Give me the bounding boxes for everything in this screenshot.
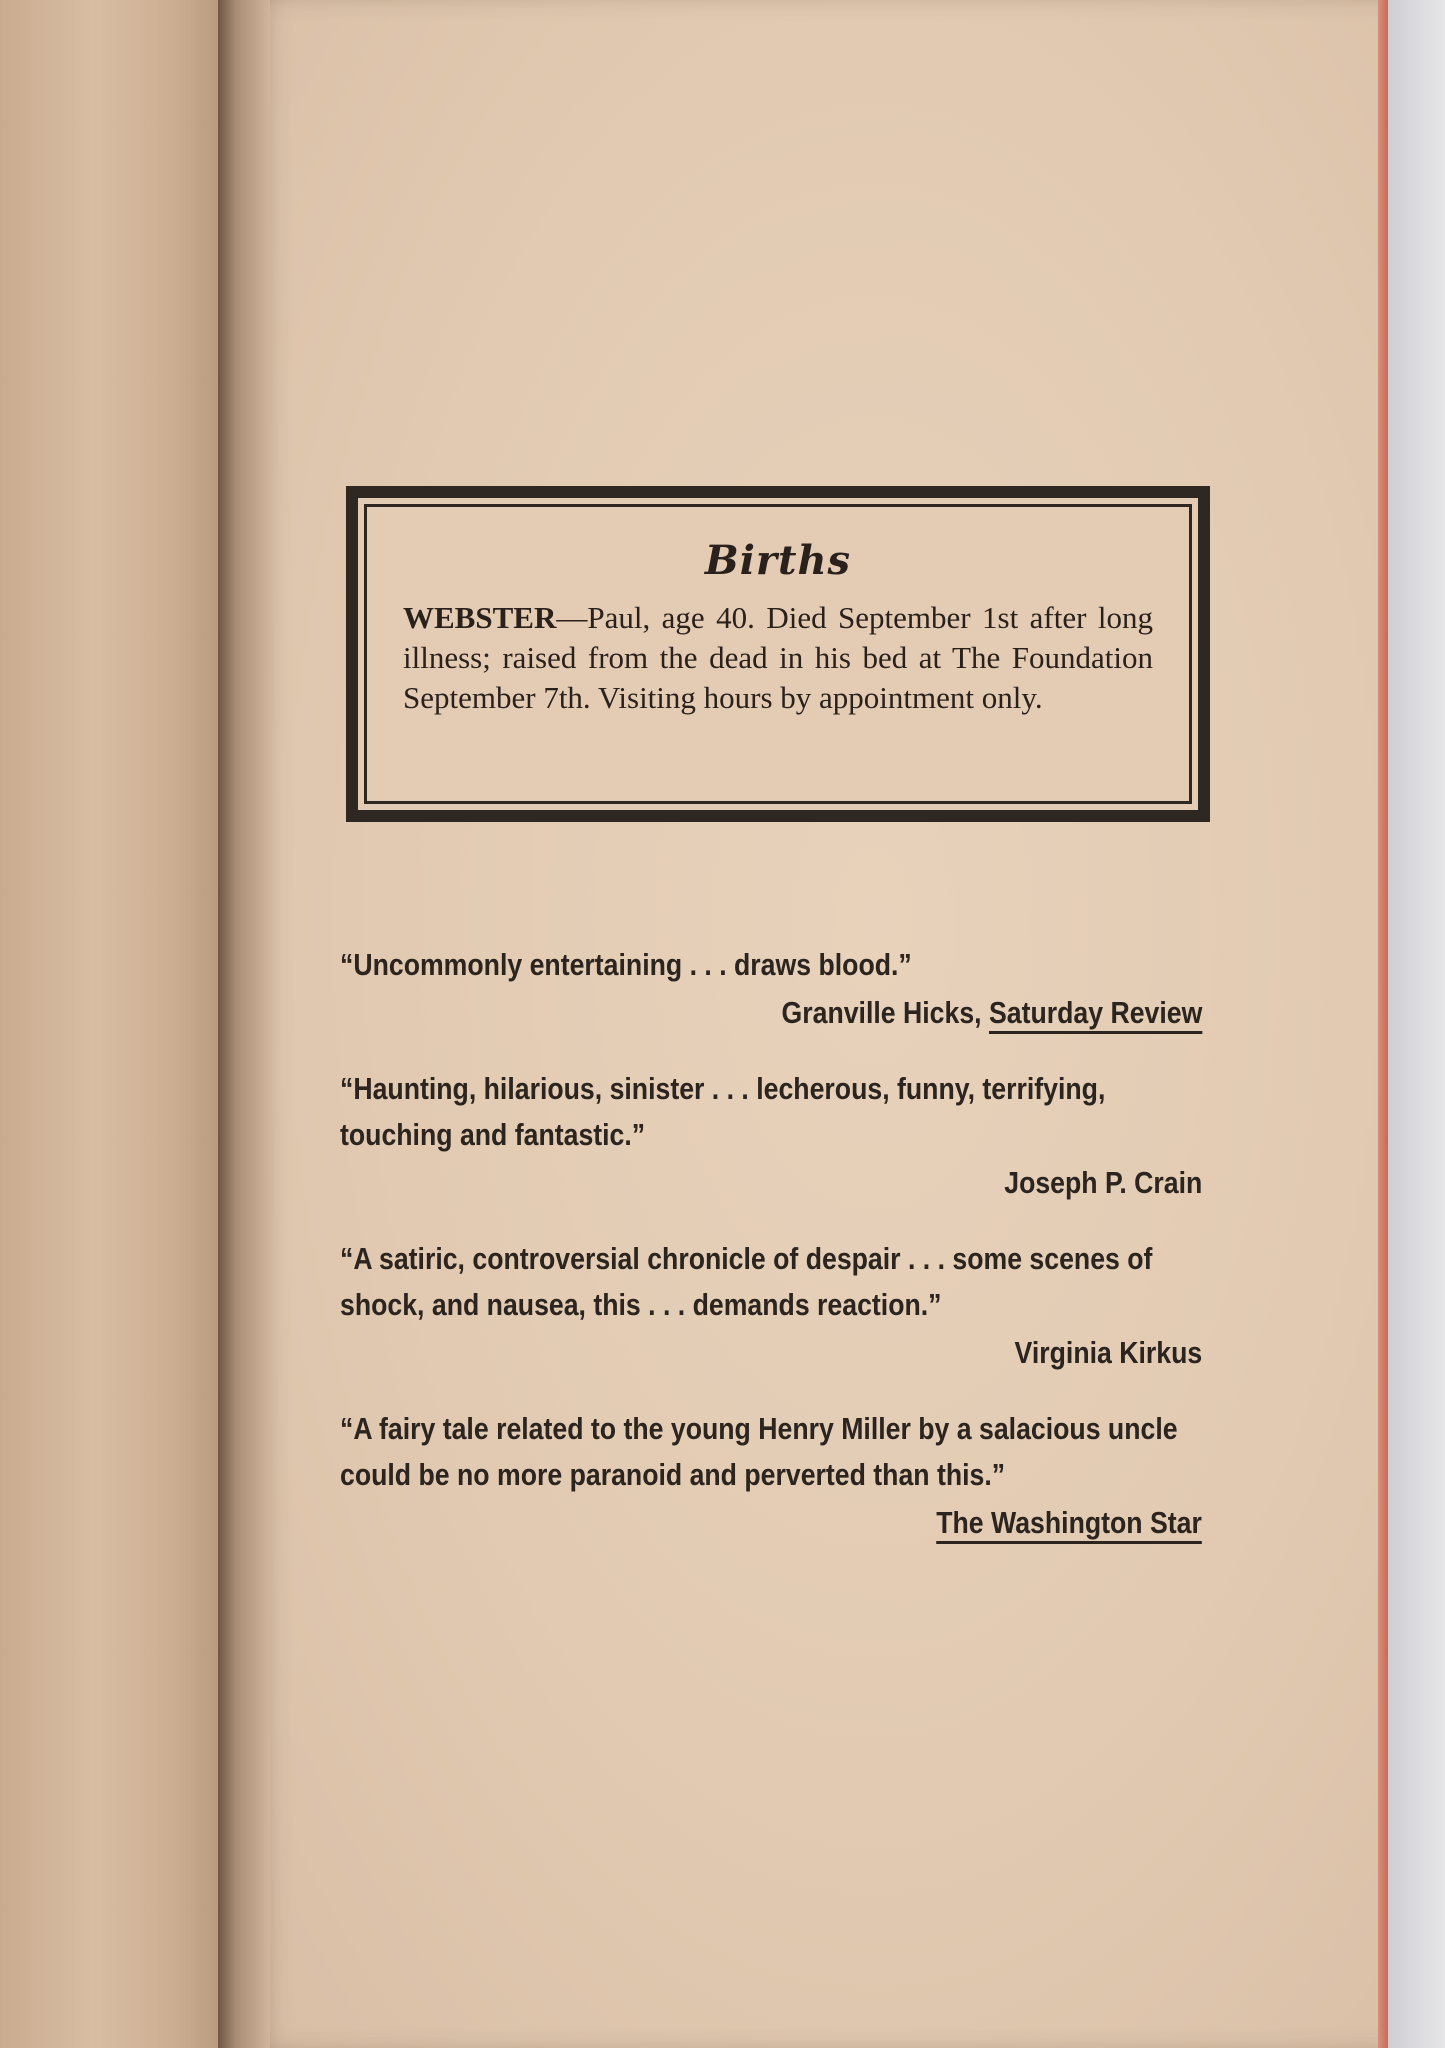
notice-name: WEBSTER [403,600,557,635]
book-gutter [218,0,270,2048]
blurb-source: Saturday Review [988,995,1202,1030]
blurb-source: The Washington Star [936,1505,1202,1540]
page-edge [1378,0,1388,2048]
blurb-quote: “A fairy tale related to the young Henry Miller by a salacious uncle could be no more paranoid and perverted than this.” [340,1411,1178,1492]
blurb-quote: “Uncommonly entertaining . . . draws blood.” [340,947,912,982]
births-notice-box [346,486,1210,822]
blurb [340,1066,1202,1208]
notice-title: Births [704,537,852,584]
blurb [340,1406,1202,1548]
blurb [340,942,1202,1038]
blurb-author: Granville Hicks, [781,995,989,1030]
blurb-attribution [340,988,1202,1038]
backdrop [1388,0,1445,2048]
notice-text [403,598,1153,718]
review-blurbs [340,942,1202,1576]
blurb-attribution [340,1158,1202,1208]
blurb-author: Virginia Kirkus [1014,1335,1202,1370]
blurb-attribution [340,1498,1202,1548]
left-page [0,0,232,2048]
blurb-quote: “Haunting, hilarious, sinister . . . lecherous, funny, terrifying, touching and fantastic.” [340,1071,1106,1152]
births-notice-inner [364,504,1192,804]
blurb-quote: “A satiric, controversial chronicle of despair . . . some scenes of shock, and nausea, this . . . demands reaction.” [340,1241,1153,1322]
blurb-author: Joseph P. Crain [1003,1165,1202,1200]
blurb [340,1236,1202,1378]
notice-body: —Paul, age 40. Died September 1st after long illness; raised from the dead in his bed at The Foundation September 7th. Visiting hours by appointment only. [403,600,1153,715]
blurb-attribution [340,1328,1202,1378]
